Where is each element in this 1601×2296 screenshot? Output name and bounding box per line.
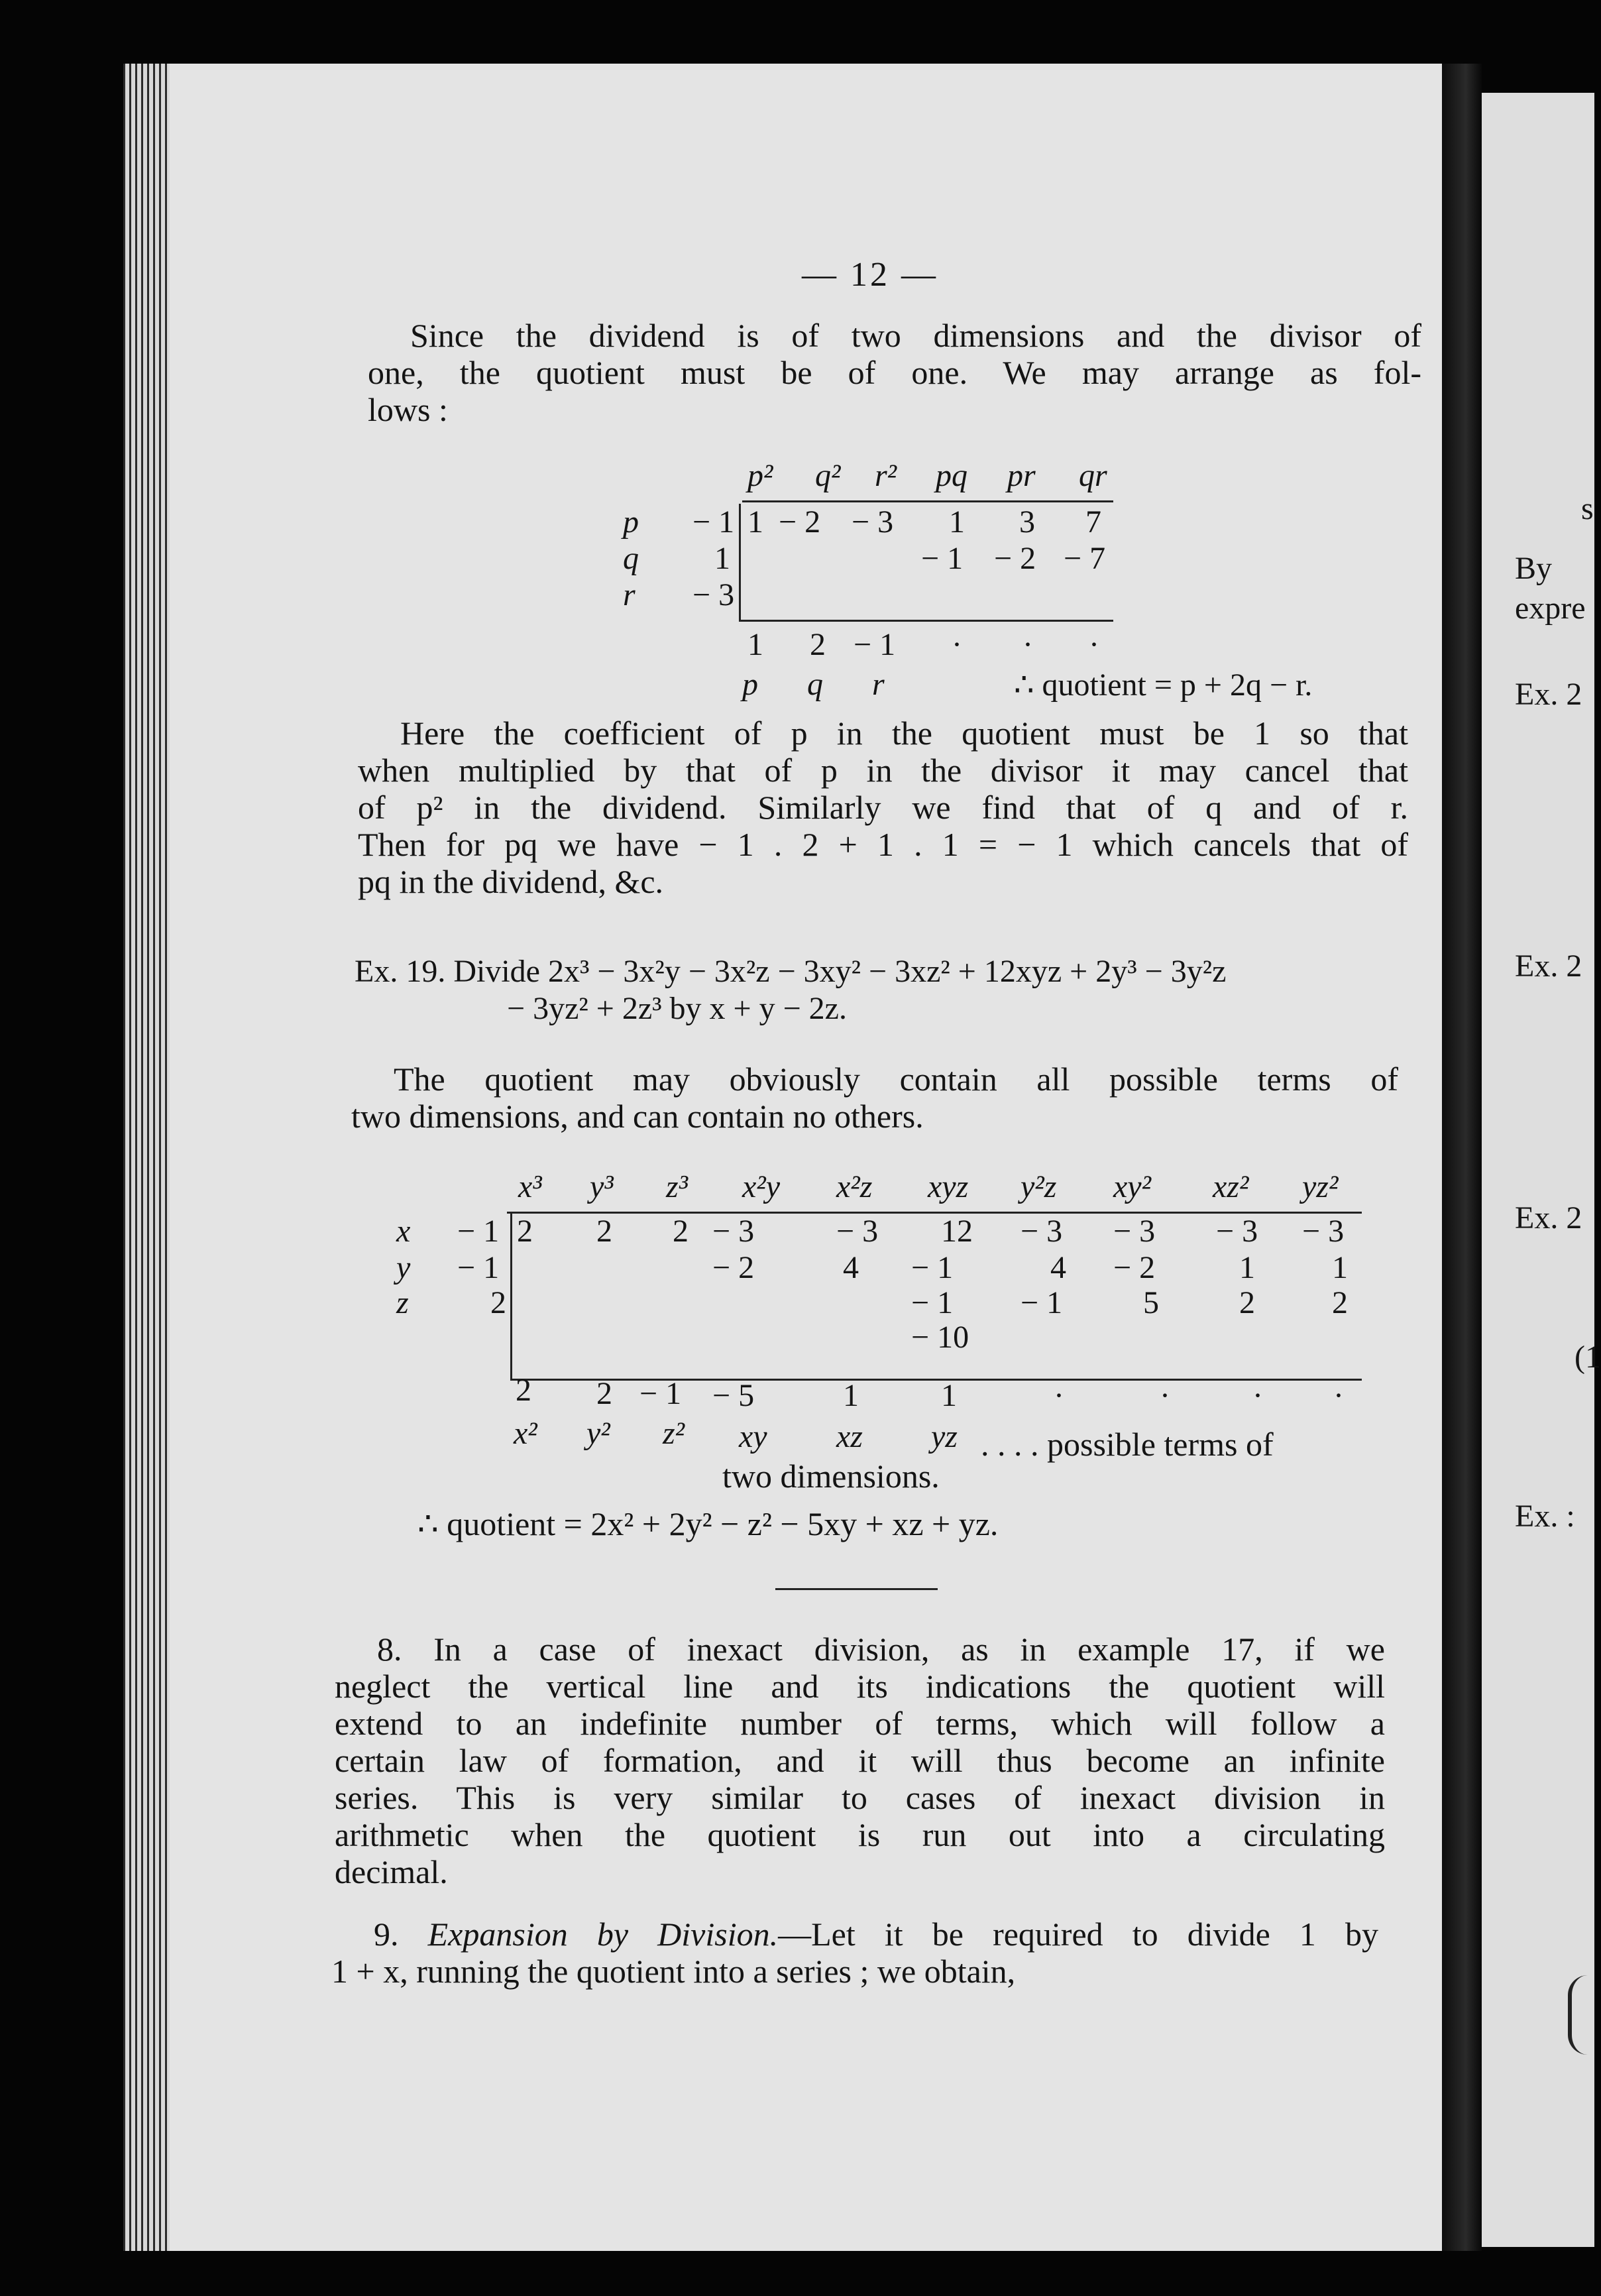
section-9 (331, 1916, 1378, 1990)
t2-cell: − 3 (836, 1214, 879, 1249)
t1-header: r² (875, 458, 897, 493)
t1-header: q² (815, 458, 841, 493)
example-19 (355, 953, 1408, 1027)
t1-cell: − 2 (779, 504, 821, 540)
t1-header: p² (747, 458, 773, 493)
text-line: decimal. (335, 1853, 448, 1890)
t2-cell: 1 (1239, 1250, 1255, 1285)
t1-quotient-coeff: · (952, 627, 962, 662)
section-title: Expansion by Division. (427, 1916, 779, 1953)
text-line: when multiplied by that of p in the divisor it may cancel that (358, 752, 1408, 789)
t2-cell: 1 (1332, 1250, 1348, 1285)
t2-cell: 2 (673, 1214, 689, 1249)
facing-text: Ex. 2 (1515, 677, 1582, 712)
t1-quotient-coeff: · (1089, 627, 1099, 662)
text-line: pq in the dividend, &c. (358, 863, 664, 900)
t2-header: yz² (1302, 1169, 1339, 1204)
t2-quotient-coeff: 2 (516, 1373, 531, 1408)
text-line: of p² in the dividend. Similarly we find that of q and of r. (358, 789, 1408, 826)
text-line: The quotient may obviously contain all possible terms of (394, 1061, 1398, 1098)
text-line: extend to an indefinite number of terms, which will follow a (335, 1705, 1385, 1742)
t1-cell: − 2 (994, 541, 1036, 576)
t2-cell: − 2 (1113, 1250, 1156, 1285)
t2-cell: 2 (1332, 1285, 1348, 1320)
section-8 (335, 1631, 1385, 1890)
t2-cell: − 10 (911, 1320, 969, 1355)
facing-text: Ex. : (1515, 1499, 1575, 1534)
t2-quotient-var: xz (836, 1419, 863, 1454)
text-line: Here the coefficient of p in the quotient must be 1 so that (400, 715, 1408, 752)
t2-header: y²z (1021, 1169, 1057, 1204)
t2-header: z³ (666, 1169, 689, 1204)
section-text: —Let it be required to divide 1 by (778, 1916, 1379, 1953)
page-number: — 12 — (802, 256, 938, 294)
t2-quotient-coeff: 1 (843, 1378, 859, 1413)
facing-text: s (1581, 491, 1594, 526)
book-gutter (1442, 64, 1482, 2251)
text-line: 1 + x, running the quotient into a series ; we obtain, (331, 1953, 1016, 1990)
t1-quotient-var: r (872, 667, 885, 702)
t2-quotient-var: x² (514, 1416, 537, 1451)
t1-quotient-coeff: · (1022, 627, 1033, 662)
t2-quotient-var: y² (586, 1416, 610, 1451)
text-line: lows : (368, 391, 448, 428)
t2-row-label: y (396, 1250, 411, 1285)
facing-text: expre (1515, 591, 1586, 626)
text-line: − 3yz² + 2z³ by x + y − 2z. (507, 991, 847, 1026)
t2-header: x³ (518, 1169, 542, 1204)
t2-header: y³ (590, 1169, 614, 1204)
t2-cell: − 2 (712, 1250, 755, 1285)
t1-cell: − 1 (921, 541, 964, 576)
t2-header: x²y (742, 1169, 780, 1204)
t2-cell: 2 (596, 1214, 612, 1249)
explanation-paragraph (358, 715, 1408, 900)
t1-row-label: r (623, 577, 635, 612)
t2-quotient-var: z² (663, 1416, 685, 1451)
t1-divisor: 1 (714, 541, 730, 576)
section-number: 9. (374, 1916, 399, 1953)
t1-quotient-var: q (807, 667, 823, 702)
t1-cell: − 7 (1064, 541, 1106, 576)
text-line: 8. In a case of inexact division, as in example 17, if we (377, 1631, 1385, 1668)
t2-header: xz² (1213, 1169, 1249, 1204)
t2-quotient-coeff: − 1 (639, 1376, 682, 1411)
page-edge-stack (123, 64, 170, 2251)
t2-cell: 4 (1050, 1250, 1066, 1285)
t1-divisor: − 1 (692, 504, 735, 540)
t2-divisor: 2 (490, 1285, 506, 1320)
t1-cell: 3 (1019, 504, 1035, 540)
t2-quotient-coeff: − 5 (712, 1378, 755, 1413)
intro-paragraph (368, 317, 1421, 428)
t2-divisor: − 1 (457, 1214, 500, 1249)
t2-row-label: x (396, 1214, 411, 1249)
text-line: one, the quotient must be of one. We may arrange as fol- (368, 354, 1421, 391)
text-line: neglect the vertical line and its indications the quotient will (335, 1668, 1385, 1705)
text-line: Then for pq we have − 1 . 2 + 1 . 1 = − 1 which cancels that of (358, 826, 1408, 863)
t1-quotient-coeff: 2 (810, 627, 826, 662)
t1-row-label: q (623, 541, 639, 576)
t2-cell: 4 (843, 1250, 859, 1285)
t1-bottom-rule (739, 620, 1113, 622)
t2-cell: 2 (1239, 1285, 1255, 1320)
t2-cell: − 3 (1302, 1214, 1345, 1249)
text-line: series. This is very similar to cases of inexact division in (335, 1779, 1385, 1816)
section-separator (775, 1588, 938, 1590)
t2-bottom-rule (510, 1379, 1362, 1381)
t2-cell: − 1 (911, 1250, 954, 1285)
t1-cell: 1 (949, 504, 965, 540)
t2-quotient-coeff: · (1252, 1378, 1263, 1413)
text-line: Ex. 19. Divide 2x³ − 3x²y − 3x²z − 3xy² − 3xz² + 12xyz + 2y³ − 3y²z (355, 954, 1227, 989)
t1-cell: 1 (747, 504, 763, 540)
t2-divider (510, 1213, 512, 1379)
t1-divisor: − 3 (692, 577, 735, 612)
t1-result: ∴ quotient = p + 2q − r. (1014, 667, 1313, 703)
t2-cell: − 3 (1021, 1214, 1063, 1249)
t2-cell: − 3 (712, 1214, 755, 1249)
text-line: two dimensions, and can contain no others. (351, 1098, 924, 1135)
t2-header: xy² (1113, 1169, 1151, 1204)
t1-header: pr (1007, 458, 1036, 493)
t1-quotient-coeff: 1 (747, 627, 763, 662)
t2-header: xyz (928, 1169, 969, 1204)
t2-result: ∴ quotient = 2x² + 2y² − z² − 5xy + xz + yz. (417, 1505, 999, 1542)
t1-row-label: p (623, 504, 639, 540)
facing-text: By (1515, 551, 1553, 586)
facing-page-fragment (1482, 93, 1601, 2247)
t2-quotient-coeff: 2 (596, 1376, 612, 1411)
t2-quotient-coeff: · (1054, 1378, 1064, 1413)
t2-cell: − 3 (1216, 1214, 1258, 1249)
t2-note: . . . . possible terms of (981, 1426, 1274, 1463)
quotient-note (351, 1061, 1398, 1135)
text-line: Since the dividend is of two dimensions and the divisor of (410, 317, 1421, 354)
t2-cell: 12 (941, 1214, 973, 1249)
t2-cell: 2 (517, 1214, 533, 1249)
text-line: certain law of formation, and it will thus become an infinite (335, 1742, 1385, 1779)
text-line: arithmetic when the quotient is run out into a circulating (335, 1816, 1385, 1853)
facing-text: Ex. 2 (1515, 948, 1582, 984)
t2-quotient-var: xy (739, 1419, 767, 1454)
facing-bracket (1568, 1975, 1598, 2055)
t2-quotient-coeff: · (1160, 1378, 1170, 1413)
t1-top-rule (742, 500, 1113, 502)
t2-quotient-coeff: · (1333, 1378, 1344, 1413)
t2-quotient-var: yz (931, 1419, 958, 1454)
t2-row-label: z (396, 1285, 409, 1320)
t2-cell: 5 (1143, 1285, 1159, 1320)
t2-cell: − 1 (911, 1285, 954, 1320)
t1-header: qr (1079, 458, 1107, 493)
t1-header: pq (936, 458, 967, 493)
t1-quotient-var: p (742, 667, 758, 702)
t2-note: two dimensions. (722, 1458, 940, 1495)
facing-text: Ex. 2 (1515, 1200, 1582, 1235)
t1-cell: 7 (1085, 504, 1101, 540)
t1-cell: − 3 (852, 504, 894, 540)
t2-quotient-coeff: 1 (941, 1378, 957, 1413)
t1-quotient-coeff: − 1 (854, 627, 896, 662)
facing-text: (1 (1574, 1340, 1601, 1375)
t2-cell: − 3 (1113, 1214, 1156, 1249)
t2-divisor: − 1 (457, 1250, 500, 1285)
text-line (331, 1916, 1378, 1953)
t1-divider (739, 504, 741, 620)
t2-cell: − 1 (1021, 1285, 1063, 1320)
t2-header: x²z (836, 1169, 873, 1204)
